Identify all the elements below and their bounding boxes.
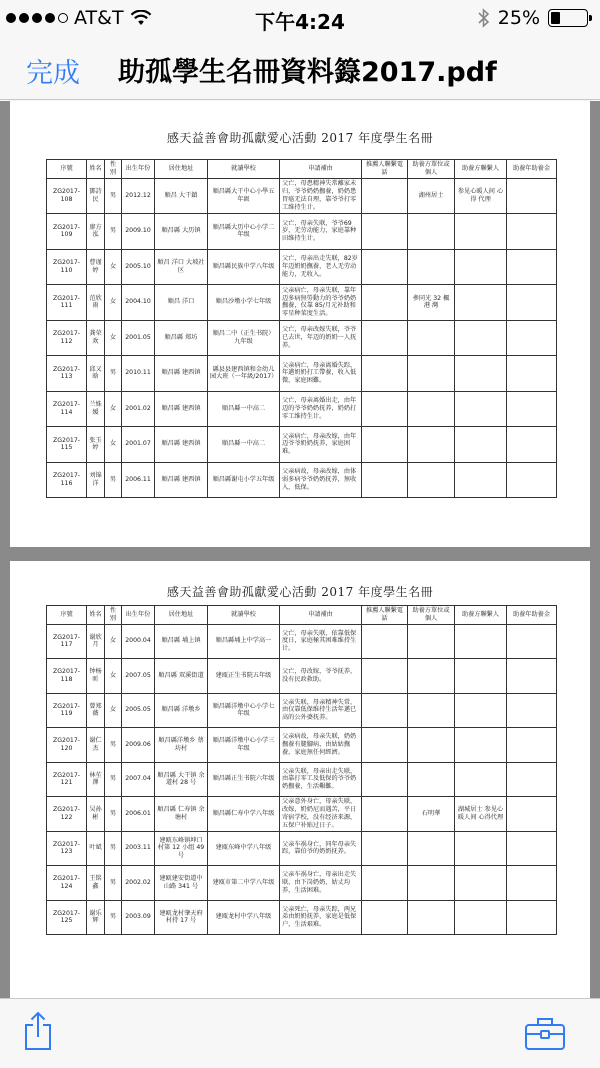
table-cell <box>362 728 408 763</box>
table-cell: 順昌縣 洋墩乡 <box>155 693 208 728</box>
table-cell: 順昌縣洋墩乡 蔡坊村 <box>155 728 208 763</box>
table-cell: 刘锦洋 <box>87 462 105 498</box>
page-heading: 感天益善會助孤獻愛心活動 2017 年度學生名冊 <box>166 131 434 145</box>
table-cell <box>362 659 408 694</box>
table-cell: 順昌縣一中高二 <box>208 427 280 463</box>
table-cell: ZG2017-113 <box>47 356 87 392</box>
table-cell: 2002.02 <box>122 866 155 901</box>
battery-icon <box>548 9 588 27</box>
table-cell <box>455 285 507 321</box>
table-cell: 父亡，母亲失联，依靠低保度日，家庭極其困难维持生计。 <box>280 624 362 659</box>
table-cell: ZG2017-112 <box>47 320 87 356</box>
table-cell: ZG2017-119 <box>47 693 87 728</box>
table-cell: ZG2017-118 <box>47 659 87 694</box>
table-cell: ZG2017-115 <box>47 427 87 463</box>
table-cell <box>455 762 507 797</box>
table-cell <box>507 659 557 694</box>
column-header: 居住地址 <box>155 160 208 179</box>
battery-level <box>551 12 560 24</box>
table-cell: 兰姝媛 <box>87 391 105 427</box>
table-cell: 父亲病亡，母亲离婚失踪，年邁奶奶打工帶養，收入低微，家庭困難。 <box>280 356 362 392</box>
status-time: 下午4:24 <box>255 10 345 34</box>
table-row <box>47 797 557 832</box>
table-cell: 男 <box>105 831 122 866</box>
table-cell <box>408 659 455 694</box>
table-row <box>47 831 557 866</box>
table-cell: 吴孙彬 <box>87 797 105 832</box>
table-cell: 石明華 <box>408 797 455 832</box>
table-cell <box>362 462 408 498</box>
table-cell: 父亲车祸身亡，同年母亲失踪，靠伯爷的奶奶抚养。 <box>280 831 362 866</box>
table-row <box>47 178 557 214</box>
table-cell: 参见心暖人间 心得 代理 <box>455 178 507 214</box>
table-cell <box>455 427 507 463</box>
table-cell: 男 <box>105 728 122 763</box>
column-header: 助養方聯繫人 <box>455 606 507 625</box>
table-cell: 父亲病故，母亲改嫁，由体弱多病爷爷奶奶抚养，無收入，低保。 <box>280 462 362 498</box>
table-cell: 谢欣月 <box>87 624 105 659</box>
table-cell: 建瓯龙村中学八年级 <box>208 900 280 935</box>
table-cell <box>408 624 455 659</box>
table-cell <box>507 728 557 763</box>
column-header: 居住地址 <box>155 606 208 625</box>
table-cell: 女 <box>105 427 122 463</box>
table-cell <box>408 728 455 763</box>
student-roster-table <box>46 159 557 498</box>
table-row <box>47 693 557 728</box>
table-cell <box>408 356 455 392</box>
table-cell: 父亲意外身亡，母亲失联，改嫁，奶奶尼而遇苦，平日寄宿学校，没有经济来源，五保户补贴过日子。 <box>280 797 362 832</box>
table-cell: 鄧詩民 <box>87 178 105 214</box>
table-cell: 建瓯正生书院五年级 <box>208 659 280 694</box>
table-row <box>47 249 557 285</box>
table-header-row <box>47 160 557 179</box>
pdf-page-1 <box>10 101 590 547</box>
column-header: 姓名 <box>87 606 105 625</box>
table-cell: ZG2017-111 <box>47 285 87 321</box>
table-cell: ZG2017-120 <box>47 728 87 763</box>
column-header: 序號 <box>47 160 87 179</box>
table-cell: 叶斌 <box>87 831 105 866</box>
table-cell <box>507 285 557 321</box>
table-row <box>47 866 557 901</box>
table-cell: 順昌縣民族中学八年级 <box>208 249 280 285</box>
status-bar <box>0 0 600 38</box>
pdf-viewer[interactable] <box>0 101 600 998</box>
table-cell: 曾郑薇 <box>87 693 105 728</box>
table-cell: 順昌沙墩小学七年级 <box>208 285 280 321</box>
table-cell: 父亡，母亲出走失联，82岁年迈奶奶撫養，老人无劳动能力，无收入。 <box>280 249 362 285</box>
status-right <box>478 7 588 29</box>
table-cell: 縣县县建西镇和金幼儿园大班（一年級/2017） <box>208 356 280 392</box>
table-cell: 男 <box>105 178 122 214</box>
table-row <box>47 659 557 694</box>
table-cell: 順昌縣 大历镇 <box>155 214 208 250</box>
table-cell: 參同光 32 楓港 灣 <box>408 285 455 321</box>
table-cell <box>455 866 507 901</box>
table-cell: 建瓯东峰中学八年级 <box>208 831 280 866</box>
table-cell: 女 <box>105 659 122 694</box>
table-cell <box>455 356 507 392</box>
column-header: 性別 <box>105 160 122 179</box>
table-cell: 女 <box>105 391 122 427</box>
column-header: 申請補由 <box>280 606 362 625</box>
table-cell: 順昌二中（正生书院）九年级 <box>208 320 280 356</box>
table-cell <box>362 391 408 427</box>
table-cell: 邱又晗 <box>87 356 105 392</box>
table-cell: 順昌縣 郑坊 <box>155 320 208 356</box>
table-cell <box>507 762 557 797</box>
table-cell: 順昌縣正生书院六年级 <box>208 762 280 797</box>
table-cell: 順昌縣大干中心小學五年級 <box>208 178 280 214</box>
table-cell: 女 <box>105 249 122 285</box>
done-button[interactable]: 完成 <box>26 58 80 89</box>
table-cell: 龚荣欢 <box>87 320 105 356</box>
table-cell: 順昌縣一中高二 <box>208 391 280 427</box>
table-row <box>47 391 557 427</box>
column-header: 就讀學校 <box>208 160 280 179</box>
table-cell: 建瓯龙村肇天府村持 17 号 <box>155 900 208 935</box>
toolbox-icon[interactable] <box>524 1015 566 1051</box>
table-cell: 順昌縣埔上中学高一 <box>208 624 280 659</box>
column-header: 就讀學校 <box>208 606 280 625</box>
table-row <box>47 462 557 498</box>
battery-percent: 25% <box>497 7 540 29</box>
table-cell <box>362 285 408 321</box>
column-header: 推薦人聯繫電話 <box>362 160 408 179</box>
table-cell: 湖城居士 参见心暖人间 心得代理 <box>455 797 507 832</box>
table-cell: 2007.05 <box>122 659 155 694</box>
column-header: 性別 <box>105 606 122 625</box>
nav-bar <box>0 38 600 100</box>
column-header: 序號 <box>47 606 87 625</box>
table-cell: 父亡，母亲离婚出走，由年迈的爷爷奶奶抚养，奶奶打零工维持生计。 <box>280 391 362 427</box>
table-cell <box>408 214 455 250</box>
table-cell <box>362 320 408 356</box>
table-cell: 2006.11 <box>122 462 155 498</box>
table-cell <box>408 427 455 463</box>
column-header: 出生年份 <box>122 606 155 625</box>
table-cell <box>507 214 557 250</box>
table-cell: 2001.07 <box>122 427 155 463</box>
document-title: 助孤學生名冊資料籙2017.pdf <box>118 57 497 88</box>
pdf-page-2 <box>10 561 590 998</box>
table-cell <box>408 693 455 728</box>
table-cell: ZG2017-122 <box>47 797 87 832</box>
table-cell: 男 <box>105 866 122 901</box>
table-cell <box>507 427 557 463</box>
table-cell <box>362 214 408 250</box>
table-cell <box>362 249 408 285</box>
table-cell: 曹谨婷 <box>87 249 105 285</box>
table-cell <box>455 831 507 866</box>
table-cell: 男 <box>105 356 122 392</box>
table-cell: 2010.11 <box>122 356 155 392</box>
table-cell: 父亲车祸身亡，母亲出走失联，由下岗奶奶、姑丈均养，生活困难。 <box>280 866 362 901</box>
table-cell <box>455 693 507 728</box>
table-cell: 順昌縣 双溪街道 <box>155 659 208 694</box>
table-row <box>47 427 557 463</box>
table-cell <box>408 462 455 498</box>
table-cell: 女 <box>105 320 122 356</box>
table-cell: 男 <box>105 214 122 250</box>
table-cell: 順昌縣洋墩中心小学七年级 <box>208 693 280 728</box>
table-cell: 順昌縣 建西镇 <box>155 356 208 392</box>
table-header-row <box>47 606 557 625</box>
table-cell <box>507 831 557 866</box>
student-roster-table <box>46 605 557 935</box>
table-cell: 2012.12 <box>122 178 155 214</box>
table-row <box>47 285 557 321</box>
share-icon[interactable] <box>22 1011 54 1051</box>
table-cell: 順昌縣 仁寿镇 余塘村 <box>155 797 208 832</box>
table-cell: 順昌 大干鎮 <box>155 178 208 214</box>
table-cell <box>455 659 507 694</box>
table-cell: 2000.04 <box>122 624 155 659</box>
table-cell: 父亡，母亲改嫁失联，爷爷已去世，年迈的奶奶一人抚养。 <box>280 320 362 356</box>
table-cell: ZG2017-108 <box>47 178 87 214</box>
table-cell: 順昌縣洋墩中心小学三年级 <box>208 728 280 763</box>
table-cell: 順昌縣 埔上镇 <box>155 624 208 659</box>
column-header: 助養方單位或個人 <box>408 606 455 625</box>
table-cell: 男 <box>105 462 122 498</box>
table-cell: 男 <box>105 900 122 935</box>
table-cell: 2004.10 <box>122 285 155 321</box>
table-cell <box>362 427 408 463</box>
page-heading: 感天益善會助孤獻愛心活動 2017 年度學生名冊 <box>166 585 434 599</box>
table-cell <box>455 462 507 498</box>
table-cell: 女 <box>105 285 122 321</box>
table-cell <box>362 900 408 935</box>
table-cell <box>362 831 408 866</box>
table-cell: 女 <box>105 693 122 728</box>
table-cell <box>362 624 408 659</box>
table-cell: 2003.09 <box>122 900 155 935</box>
table-row <box>47 900 557 935</box>
table-cell <box>507 866 557 901</box>
table-cell <box>455 624 507 659</box>
table-cell: 順昌縣谢屯小学五年级 <box>208 462 280 498</box>
bluetooth-icon <box>478 8 490 28</box>
table-cell <box>507 391 557 427</box>
table-cell: 钟杨昕 <box>87 659 105 694</box>
table-cell <box>408 249 455 285</box>
table-cell: 王铭鑫 <box>87 866 105 901</box>
table-cell <box>507 693 557 728</box>
column-header: 姓名 <box>87 160 105 179</box>
table-cell <box>455 214 507 250</box>
table-cell <box>362 693 408 728</box>
column-header: 助養年助養金 <box>507 160 557 179</box>
table-cell <box>455 728 507 763</box>
table-cell: 父亡，母亲失联，爷爷69岁，无劳动能力，家庭靠种田维持生计。 <box>280 214 362 250</box>
table-cell: 范欣雨 <box>87 285 105 321</box>
carrier-label: AT&T <box>74 7 124 29</box>
table-cell: 2001.05 <box>122 320 155 356</box>
table-cell <box>507 900 557 935</box>
table-cell <box>362 356 408 392</box>
table-cell: 父亲失联，母亲出走失联，由靠打零工及低保的爷爷奶奶撫養，生活艱難。 <box>280 762 362 797</box>
column-header: 助養方單位或個人 <box>408 160 455 179</box>
table-cell: 建瓯东峰镇坤口村第 12 小组 49 号 <box>155 831 208 866</box>
table-cell <box>408 866 455 901</box>
table-cell: 順昌 洋口 <box>155 285 208 321</box>
table-row <box>47 214 557 250</box>
table-cell: ZG2017-110 <box>47 249 87 285</box>
table-cell: 谢仁杰 <box>87 728 105 763</box>
table-cell: 順昌縣 建西镇 <box>155 427 208 463</box>
table-cell: 順昌縣仁寿中学八年级 <box>208 797 280 832</box>
table-cell <box>408 900 455 935</box>
table-row <box>47 728 557 763</box>
table-cell <box>507 320 557 356</box>
table-cell <box>507 249 557 285</box>
table-cell <box>507 178 557 214</box>
table-cell: 湖州居士 <box>408 178 455 214</box>
table-cell: 順昌縣 建西镇 <box>155 462 208 498</box>
table-cell <box>507 797 557 832</box>
table-row <box>47 624 557 659</box>
bottom-toolbar <box>0 998 600 1068</box>
table-cell: 順昌縣大历中心小学二年级 <box>208 214 280 250</box>
table-cell: 2007.04 <box>122 762 155 797</box>
table-cell: 张玉婷 <box>87 427 105 463</box>
table-cell: ZG2017-124 <box>47 866 87 901</box>
table-cell: ZG2017-125 <box>47 900 87 935</box>
table-cell <box>362 178 408 214</box>
table-cell <box>507 462 557 498</box>
table-cell: 建瓯建安街道中山路 341 号 <box>155 866 208 901</box>
table-cell: 2009.10 <box>122 214 155 250</box>
table-cell: 2006.01 <box>122 797 155 832</box>
table-cell <box>362 797 408 832</box>
table-cell <box>455 320 507 356</box>
table-cell: 男 <box>105 762 122 797</box>
table-cell: 女 <box>105 624 122 659</box>
table-row <box>47 356 557 392</box>
table-cell <box>455 249 507 285</box>
table-cell <box>408 391 455 427</box>
column-header: 出生年份 <box>122 160 155 179</box>
table-cell: ZG2017-123 <box>47 831 87 866</box>
table-cell: 2005.10 <box>122 249 155 285</box>
table-cell: ZG2017-109 <box>47 214 87 250</box>
table-cell <box>507 356 557 392</box>
table-cell <box>362 762 408 797</box>
table-cell: 2005.05 <box>122 693 155 728</box>
table-cell: 廖方泓 <box>87 214 105 250</box>
table-cell: 父亡，母改嫁，爷爷抚养，没有民政救助。 <box>280 659 362 694</box>
table-cell <box>362 866 408 901</box>
table-cell: ZG2017-114 <box>47 391 87 427</box>
table-cell: 建瓯市第二中学八年级 <box>208 866 280 901</box>
column-header: 申請補由 <box>280 160 362 179</box>
table-cell: 父亲失联，母亲精神失常，由仅靠低保维持生活年邁已高的公外婆抚养。 <box>280 693 362 728</box>
table-cell: 男 <box>105 797 122 832</box>
table-cell <box>408 320 455 356</box>
table-cell <box>408 762 455 797</box>
table-cell: 父亡，母患精神失常離家未归，爷爷奶奶撫養，奶奶患胃癌无法自理，靠爷爷打零工维持生计。 <box>280 178 362 214</box>
table-cell: 順昌 洋口 大坡社区 <box>155 249 208 285</box>
table-cell: 順昌縣 建西镇 <box>155 391 208 427</box>
table-cell <box>455 391 507 427</box>
table-cell: 林苼澤 <box>87 762 105 797</box>
table-row <box>47 320 557 356</box>
table-cell: 父亲病亡，母亲失联，靠年迈多病無勞動力的爷爷奶奶撫養，仅靠 85/月元补助和零星种菜度生活。 <box>280 285 362 321</box>
table-cell: 父亲病亡，母亲改嫁，由年迈爷爷奶奶抚养，家庭困难。 <box>280 427 362 463</box>
table-cell: 2003.11 <box>122 831 155 866</box>
table-cell <box>408 831 455 866</box>
table-cell: ZG2017-116 <box>47 462 87 498</box>
table-cell <box>507 624 557 659</box>
table-cell: 父亲死亡，母亲失踪，两兄弟由奶奶抚养，家庭是低保户，生活艰难。 <box>280 900 362 935</box>
table-cell: 2009.06 <box>122 728 155 763</box>
column-header: 助養年助養金 <box>507 606 557 625</box>
column-header: 推薦人聯繫電話 <box>362 606 408 625</box>
table-cell: 順昌縣 大干镇 余道村 28 号 <box>155 762 208 797</box>
table-cell: ZG2017-117 <box>47 624 87 659</box>
table-cell <box>455 900 507 935</box>
table-row <box>47 762 557 797</box>
table-cell: ZG2017-121 <box>47 762 87 797</box>
column-header: 助養方聯繫人 <box>455 160 507 179</box>
table-cell: 父亲病故，母亲失联，奶奶撫養有腿腳病，由姑姑撫養，家庭無任何經濟。 <box>280 728 362 763</box>
table-cell: 谢乐辉 <box>87 900 105 935</box>
table-cell: 2001.02 <box>122 391 155 427</box>
